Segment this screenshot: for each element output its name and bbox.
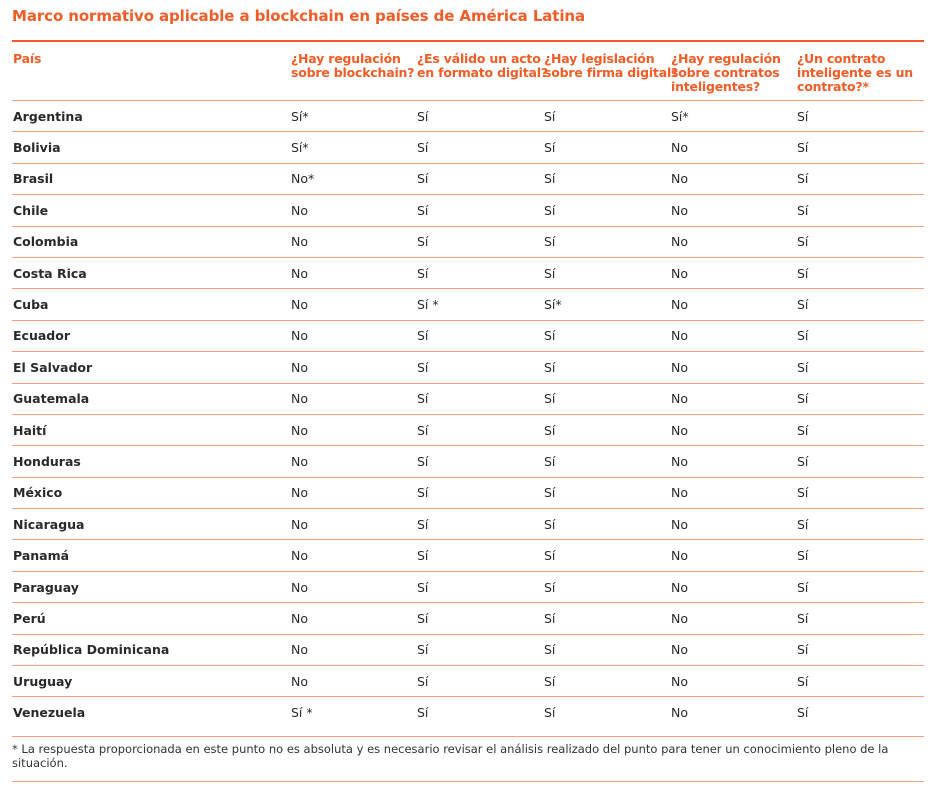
- answer-cell: No: [670, 226, 796, 257]
- country-cell: Panamá: [12, 540, 290, 571]
- answer-cell: Sí: [796, 603, 924, 634]
- answer-cell: No: [290, 509, 416, 540]
- answer-cell: No: [670, 477, 796, 508]
- country-cell: Nicaragua: [12, 509, 290, 540]
- answer-cell: Sí: [416, 163, 543, 194]
- bottom-rule: [12, 781, 924, 782]
- table-row: [12, 509, 924, 540]
- answer-cell: Sí: [796, 477, 924, 508]
- answer-cell: Sí: [543, 257, 670, 288]
- answer-cell: Sí: [796, 383, 924, 414]
- country-cell: Bolivia: [12, 132, 290, 163]
- answer-cell: Sí: [416, 226, 543, 257]
- answer-cell: No: [290, 634, 416, 665]
- answer-cell: Sí: [543, 163, 670, 194]
- answer-cell: Sí: [796, 634, 924, 665]
- answer-cell: Sí: [416, 352, 543, 383]
- answer-cell: Sí *: [416, 289, 543, 320]
- answer-cell: No: [670, 666, 796, 697]
- answer-cell: No: [670, 132, 796, 163]
- answer-cell: Sí: [543, 540, 670, 571]
- answer-cell: Sí: [796, 289, 924, 320]
- country-cell: Venezuela: [12, 697, 290, 728]
- country-cell: República Dominicana: [12, 634, 290, 665]
- answer-cell: Sí: [543, 603, 670, 634]
- answer-cell: No: [290, 666, 416, 697]
- column-header: [543, 46, 679, 101]
- answer-cell: Sí: [416, 540, 543, 571]
- answer-cell: Sí: [416, 666, 543, 697]
- answer-cell: Sí: [416, 132, 543, 163]
- answer-cell: No: [670, 509, 796, 540]
- column-header-line: ¿Un contrato: [797, 51, 886, 66]
- answer-cell: No: [670, 320, 796, 351]
- answer-cell: No: [290, 352, 416, 383]
- answer-cell: No: [670, 603, 796, 634]
- answer-cell: No: [290, 571, 416, 602]
- column-header-line: País: [13, 51, 42, 66]
- country-cell: Haití: [12, 414, 290, 445]
- answer-cell: No: [290, 320, 416, 351]
- answer-cell: Sí*: [290, 101, 416, 132]
- column-header: [290, 46, 416, 101]
- table-row: [12, 446, 924, 477]
- answer-cell: Sí: [543, 101, 670, 132]
- answer-cell: Sí: [543, 666, 670, 697]
- answer-cell: No: [670, 352, 796, 383]
- table-row: [12, 540, 924, 571]
- column-header-line: ¿Es válido un acto: [417, 51, 541, 66]
- answer-cell: Sí: [416, 509, 543, 540]
- answer-cell: Sí: [543, 571, 670, 602]
- answer-cell: No: [670, 571, 796, 602]
- table-row: [12, 414, 924, 445]
- answer-cell: No: [290, 477, 416, 508]
- answer-cell: Sí: [543, 226, 670, 257]
- answer-cell: No: [290, 195, 416, 226]
- column-header: [12, 46, 290, 101]
- answer-cell: No: [290, 414, 416, 445]
- answer-cell: No: [290, 540, 416, 571]
- answer-cell: Sí: [796, 195, 924, 226]
- table-row: [12, 571, 924, 602]
- answer-cell: Sí: [416, 101, 543, 132]
- answer-cell: No: [670, 540, 796, 571]
- table-row: [12, 132, 924, 163]
- table-row: [12, 320, 924, 351]
- answer-cell: No*: [290, 163, 416, 194]
- answer-cell: No: [290, 226, 416, 257]
- column-header-line: en formato digital?: [417, 65, 548, 80]
- header-row: [12, 46, 924, 101]
- column-header-line: inteligente es un: [797, 65, 914, 80]
- answer-cell: No: [670, 446, 796, 477]
- column-header-line: sobre contratos: [671, 65, 780, 80]
- answer-cell: Sí: [543, 634, 670, 665]
- answer-cell: No: [670, 289, 796, 320]
- column-header-line: ¿Hay regulación: [671, 51, 781, 66]
- answer-cell: Sí: [416, 383, 543, 414]
- answer-cell: Sí: [416, 195, 543, 226]
- answer-cell: Sí: [416, 477, 543, 508]
- answer-cell: Sí: [796, 257, 924, 288]
- column-header-line: inteligentes?: [671, 79, 761, 94]
- column-header-line: contrato?*: [797, 79, 869, 94]
- table-row: [12, 289, 924, 320]
- answer-cell: Sí: [416, 571, 543, 602]
- answer-cell: Sí: [543, 320, 670, 351]
- answer-cell: Sí: [796, 101, 924, 132]
- table-row: [12, 666, 924, 697]
- table-row: [12, 634, 924, 665]
- footer-rule: [12, 736, 924, 737]
- table-row: [12, 352, 924, 383]
- answer-cell: Sí: [416, 414, 543, 445]
- country-cell: México: [12, 477, 290, 508]
- answer-cell: Sí: [796, 132, 924, 163]
- table-row: [12, 257, 924, 288]
- country-cell: Chile: [12, 195, 290, 226]
- answer-cell: Sí: [796, 571, 924, 602]
- answer-cell: Sí: [796, 352, 924, 383]
- answer-cell: No: [290, 446, 416, 477]
- answer-cell: Sí: [543, 697, 670, 728]
- country-cell: Paraguay: [12, 571, 290, 602]
- answer-cell: Sí: [796, 320, 924, 351]
- table-row: [12, 477, 924, 508]
- answer-cell: Sí: [796, 509, 924, 540]
- answer-cell: Sí: [416, 697, 543, 728]
- answer-cell: No: [670, 163, 796, 194]
- country-cell: Ecuador: [12, 320, 290, 351]
- country-cell: Cuba: [12, 289, 290, 320]
- table-row: [12, 383, 924, 414]
- table-row: [12, 603, 924, 634]
- answer-cell: No: [290, 257, 416, 288]
- answer-cell: Sí: [543, 383, 670, 414]
- country-cell: Argentina: [12, 101, 290, 132]
- answer-cell: No: [290, 383, 416, 414]
- answer-cell: No: [290, 603, 416, 634]
- answer-cell: Sí: [796, 163, 924, 194]
- answer-cell: Sí: [796, 414, 924, 445]
- table-header: [12, 46, 924, 101]
- country-cell: Brasil: [12, 163, 290, 194]
- country-cell: Costa Rica: [12, 257, 290, 288]
- country-cell: Perú: [12, 603, 290, 634]
- answer-cell: Sí *: [290, 697, 416, 728]
- answer-cell: Sí*: [670, 101, 796, 132]
- answer-cell: Sí: [543, 477, 670, 508]
- answer-cell: Sí: [796, 697, 924, 728]
- table-body: [12, 101, 924, 728]
- column-header: [796, 46, 924, 101]
- table-row: [12, 697, 924, 728]
- column-header: [416, 46, 548, 101]
- answer-cell: Sí: [796, 666, 924, 697]
- page-title: Marco normativo aplicable a blockchain en países de América Latina: [12, 7, 586, 25]
- answer-cell: No: [670, 195, 796, 226]
- answer-cell: Sí*: [543, 289, 670, 320]
- answer-cell: Sí: [543, 509, 670, 540]
- answer-cell: Sí: [543, 132, 670, 163]
- answer-cell: Sí: [416, 257, 543, 288]
- answer-cell: No: [670, 697, 796, 728]
- column-header-line: sobre firma digital?: [544, 65, 679, 80]
- answer-cell: Sí: [416, 446, 543, 477]
- answer-cell: Sí: [796, 446, 924, 477]
- table-row: [12, 101, 924, 132]
- table-row: [12, 163, 924, 194]
- answer-cell: Sí: [543, 414, 670, 445]
- country-cell: Guatemala: [12, 383, 290, 414]
- answer-cell: No: [670, 634, 796, 665]
- column-header-line: ¿Hay legislación: [544, 51, 655, 66]
- country-cell: Colombia: [12, 226, 290, 257]
- column-header-line: ¿Hay regulación: [291, 51, 401, 66]
- footnote: * La respuesta proporcionada en este punto no es absoluta y es necesario revisar el análisis realizado del punto para tener un conocimiento pleno de la situación.: [12, 742, 889, 770]
- column-header-line: sobre blockchain?: [291, 65, 415, 80]
- country-cell: Honduras: [12, 446, 290, 477]
- column-header: [670, 46, 796, 101]
- answer-cell: No: [670, 414, 796, 445]
- answer-cell: No: [670, 383, 796, 414]
- answer-cell: Sí: [543, 195, 670, 226]
- answer-cell: Sí: [796, 226, 924, 257]
- country-cell: Uruguay: [12, 666, 290, 697]
- answer-cell: Sí: [796, 540, 924, 571]
- answer-cell: Sí: [543, 352, 670, 383]
- answer-cell: Sí: [416, 603, 543, 634]
- table-row: [12, 195, 924, 226]
- header-rule: [12, 40, 924, 42]
- answer-cell: No: [670, 257, 796, 288]
- answer-cell: No: [290, 289, 416, 320]
- table-row: [12, 226, 924, 257]
- answer-cell: Sí: [416, 634, 543, 665]
- regulation-table: [12, 46, 924, 728]
- answer-cell: Sí*: [290, 132, 416, 163]
- answer-cell: Sí: [543, 446, 670, 477]
- country-cell: El Salvador: [12, 352, 290, 383]
- answer-cell: Sí: [416, 320, 543, 351]
